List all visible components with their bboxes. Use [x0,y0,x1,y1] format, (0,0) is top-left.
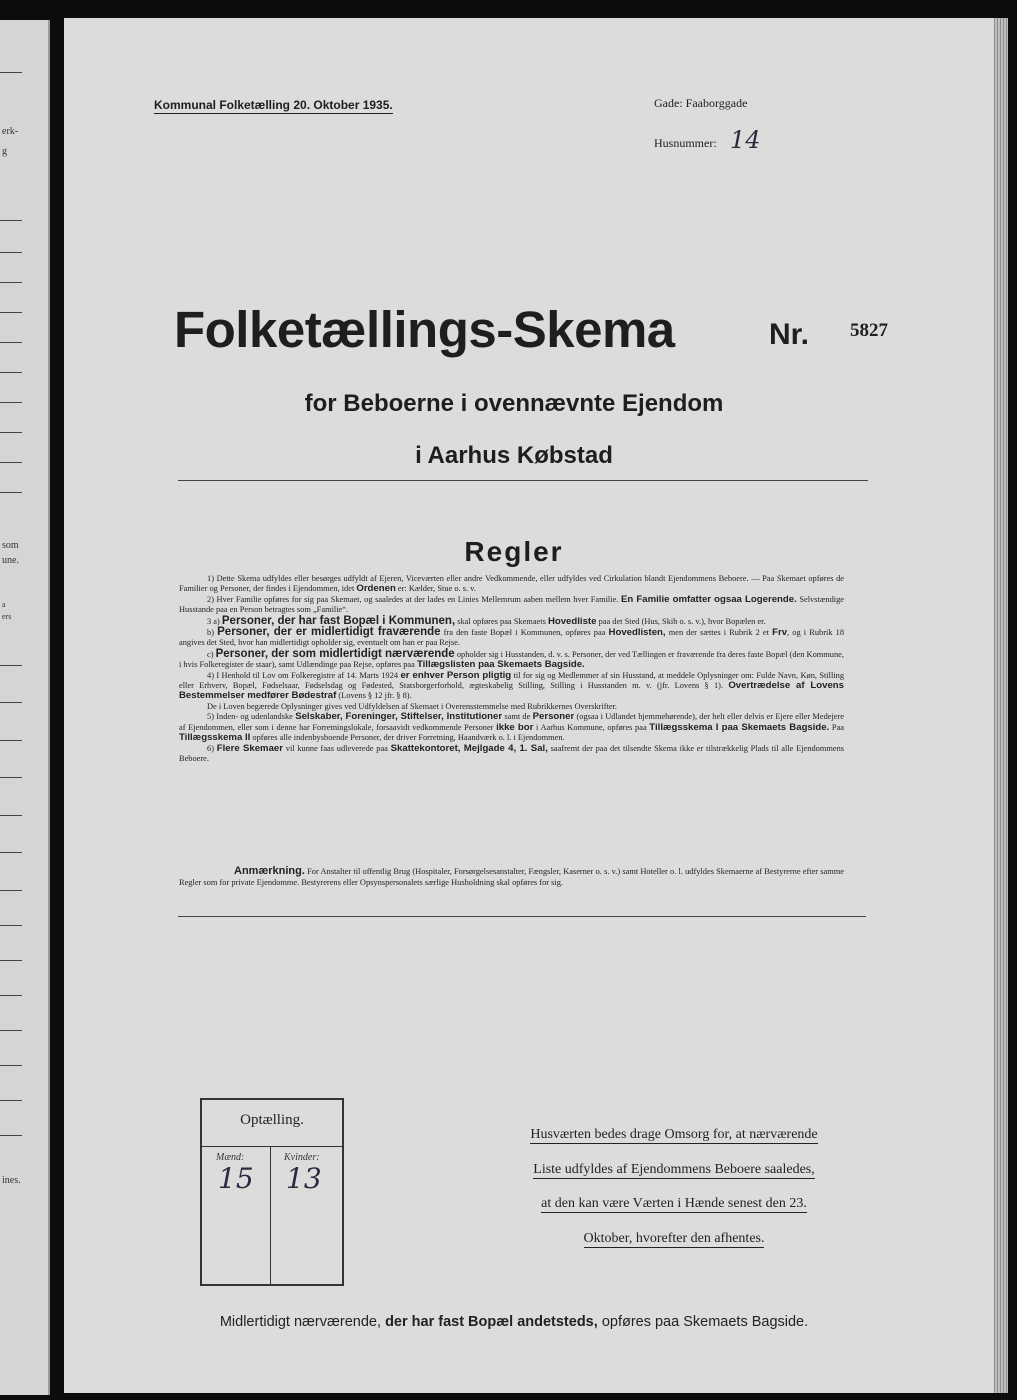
women-count: 13 [286,1162,322,1195]
ruled-line [0,925,22,926]
remark-text: For Anstalter til offentlig Brug (Hospitaler, Forsørgelsesanstalter, Fængsler, Kaserner o. s. v.) samt Hoteller o. l. udfyldes Skemaerne af Bestyrerne efter samme Regler som for private Ejendomme. Bestyrerens eller Opsynspersonalets særlige Husholdning skal opføres for sig. [179,867,844,887]
ruled-line [0,220,22,221]
ruled-line [0,72,22,73]
ruled-line [0,1135,22,1136]
ruled-line [0,815,22,816]
left-page-fragment: g [2,146,7,157]
notice-line: at den kan være Værten i Hænde senest den 23. [541,1196,807,1211]
ruled-line [0,462,22,463]
form-number-label: Nr. [769,318,810,351]
ruled-line [0,665,22,666]
rules-heading: Regler [464,536,564,567]
ruled-line [0,777,22,778]
divider [178,916,866,917]
notice-line: Husværten bedes drage Omsorg for, at nærværende [530,1127,818,1142]
ruled-line [0,1100,22,1101]
ruled-line [0,432,22,433]
left-page-fragment: ines. [2,1175,21,1186]
house-number-value: 14 [730,126,761,154]
count-box-divider [202,1146,342,1147]
street-value: Faaborggade [685,96,748,110]
street-label: Gade: [654,96,683,110]
left-page-fragment: une. [2,555,19,566]
landlord-notice [494,1118,854,1256]
ruled-line [0,252,22,253]
ruled-line [0,402,22,403]
ruled-line [0,372,22,373]
form-number-value: 5827 [850,320,888,341]
rule-3b: b) Personer, der er midlertidigt fraværende fra den faste Bopæl i Kommunen, opføres paa Hovedlisten, men der sættes i Rubrik 2 et Frv, og i Rubrik 18 angives det Sted, hvor han midlertidigt opholder sig, eventuelt om han er paa Rejse. [179,626,845,648]
notice-line: Liste udfyldes af Ejendommens Beboere saaledes, [533,1161,815,1177]
remark-label: Anmærkning. [234,865,305,877]
men-label: Mænd: [216,1152,245,1163]
ruled-line [0,702,22,703]
rule-3c: c) Personer, der som midlertidigt nærværende opholder sig i Husstanden, d. v. s. Personer, der ved Tællingen er fraværende fra deres faste Bopæl (den Kommune, i hvis Folkeregister de staar), samt Udlændinge paa Rejse, opføres paa Tillægslisten paa Skemaets Bagside. [179,647,844,671]
count-box-column-divider [270,1146,271,1284]
ruled-line [0,312,22,313]
ruled-line [0,852,22,853]
rule-2: 2) Hver Familie opføres for sig paa Skemaet, og saaledes at der lades en Linies Mellemrum aaben mellem hver Familie. En Familie omfatter ogsaa Logerende. Selvstændige Husstande paa en Person betragtes som „Familie“. [179,593,845,615]
census-form-page [64,18,994,1393]
left-page-fragment: erk- [2,126,19,137]
remark-paragraph [179,866,844,888]
ruled-line [0,1065,22,1066]
rule-4-note: De i Loven begærede Oplysninger gives ved Udfyldelsen af Skemaet i Overensstemmelse med Rubrikkernes Overskrifter. [207,701,618,711]
form-subtitle: for Beboerne i ovennævnte Ejendom [304,390,724,417]
census-header: Kommunal Folketælling 20. Oktober 1935. [154,98,393,112]
rule-1: 1) Dette Skema udfyldes eller besørges udfyldt af Ejeren, Viceværten eller andre Vedkommende, eller udfyldes ved Cirkulation blandt Ejendommens Beboere. — Paa Skemaet opføres de Familier og Personer, der findes i Ejendommen, idet Ordenen er: Kælder, Stue o. s. v. [179,574,844,595]
left-page-fragment: ers [2,612,12,621]
ruled-line [0,492,22,493]
count-box [200,1098,344,1286]
left-page-fragment: a [2,600,6,609]
adjacent-page-strip [0,20,50,1395]
ruled-line [0,740,22,741]
notice-line: Oktober, hvorefter den afhentes. [583,1230,765,1246]
form-subtitle-city: i Aarhus Købstad [415,442,613,469]
page-stack-edge [992,18,1008,1393]
ruled-line [0,960,22,961]
ruled-line [0,1030,22,1031]
rule-3a: 3 a) Personer, der har fast Bopæl i Kommunen, skal opføres paa Skemaets Hovedliste paa det Sted (Hus, Skib o. s. v.), hvor Bopælen er. [207,614,766,627]
count-box-title: Optælling. [240,1112,304,1128]
rule-4: 4) I Henhold til Lov om Folkeregistre af 14. Marts 1924 er enhver Person pligtig til for sig og Medlemmer af sin Husstand, at meddele Oplysninger om: Fulde Navn, Køn, Stilling eller Erhverv, Bopæl, Fødselsaar, Fødselsdag og Fødested, Statsborgerforhold, ægteskabelig Stilling, Stilling i Husstanden m. v. (jfr. Lovens § 1). Overtrædelse af Lovens Bestemmelser medfører Bødestraf (Lovens § 12 jfr. § 8). [179,669,845,702]
footer-note: Midlertidigt nærværende, der har fast Bopæl andetsteds, opføres paa Skemaets Bagside. [219,1314,809,1330]
ruled-line [0,342,22,343]
ruled-line [0,282,22,283]
house-number-label: Husnummer: [654,136,717,150]
rule-6: 6) Flere Skemaer vil kunne faas udleverede paa Skattekontoret, Mejlgade 4, 1. Sal, saafremt der paa det tilsendte Skema ikke er tilstrækkelig Plads til alle Ejendommens Beboere. [179,742,845,763]
men-count: 15 [218,1162,254,1195]
divider [178,480,868,481]
rule-5: 5) Inden- og udenlandske Selskaber, Foreninger, Stiftelser, Institutioner samt de Personer (ogsaa i Udlandet hjemmehørende), der helt eller delvis er Ejere eller Medejere af Ejendommen, eller som i denne har Forretningslokale, forsaavidt vedkommende Personer ikke bor i Aarhus Kommune, opføres paa Tillægsskema I paa Skemaets Bagside. Paa Tillægsskema II opføres alle indenbysboende Personer, der driver Forretning, Haandværk o. l. i Ejendommen. [179,711,845,744]
women-label: Kvinder: [284,1152,320,1163]
ruled-line [0,890,22,891]
form-title: Folketællings-Skema [174,301,675,358]
street-field [654,96,747,111]
rules-text [179,574,844,764]
ruled-line [0,995,22,996]
left-page-fragment: som [2,540,19,551]
